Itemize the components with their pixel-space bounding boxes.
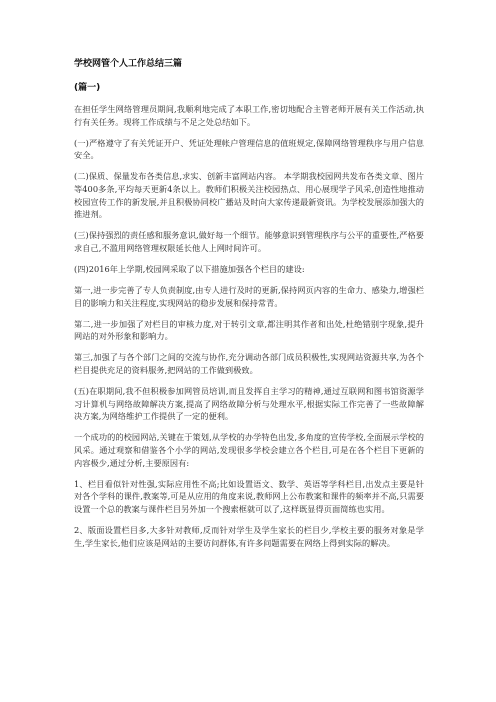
paragraph: 第二,进一步加强了对栏目的审核力度,对于转引文章,都注明其作者和出处,杜绝错别字现象,提升网站的对外形象和影响力。 (74, 318, 424, 342)
paragraph: 第三,加强了与各个部门之间的交流与协作,充分调动各部门成员积极性,实现网站资源共享,为各个栏目提供充足的资料服务,把网站的工作做到极致。 (74, 352, 424, 375)
document-page (74, 58, 424, 558)
paragraph: (一)严格遵守了有关凭证开户、凭证处理帐户管理信息的值班规定,保障网络管理秩序与用户信息安全。 (74, 137, 424, 161)
paragraph: (三)保持强烈的责任感和服务意识,做好每一个细节。能够意识到管理秩序与公平的重要性,严格要求自己,不滥用网络管理权限延长他人上网时间许可。 (74, 230, 424, 253)
paragraph: 在担任学生网络管理员期间,我顺利地完成了本职工作,密切地配合主管老师开展有关工作活动,执行有关任务。现将工作成绩与不足之处总结如下。 (74, 104, 424, 127)
section-heading: (篇一) (74, 83, 101, 93)
paragraph: 2、版面设置栏目多,大多针对教师,反而针对学生及学生家长的栏目少,学校主要的服务对象是学生,学生家长,他们应该是网站的主要访问群体,有许多问题需要在网络上得到实际的解决。 (74, 524, 424, 548)
paragraph: (五)在职期间,我不但积极参加网管员培训,而且发挥自主学习的精神,通过互联网和图书馆资源学习计算机与网络故障解决方案,提高了网络故障分析与处理水平,根据实际工作完善了一些故障解决方案,为网络维护工作提供了一定的便利。 (74, 386, 424, 422)
paragraph: 1、栏目看似针对性强,实际应用性不高;比如设置语文、数学、英语等学科栏目,出发点主要是针对各个学科的课件,教案等,可是从应用的角度来说,教师网上公布教案和课件的频率并不高,只需要设置一个总的教案与课件栏目另外加一个搜索框就可以了,这样既显得页面简练也实用。 (74, 478, 424, 514)
paragraph: 一个成功的的校园网站,关键在于策划,从学校的办学特色出发,多角度的宣传学校,全面展示学校的风采。通过观察和借鉴各个小学的网站,发现很多学校会建立各个栏目,可是在各个栏目下更新的内容极少,通过分析,主要原因有: (74, 432, 424, 468)
paragraph: 第一,进一步完善了专人负责制度,由专人进行及时的更新,保持网页内容的生命力、感染力,增强栏目的影响力和关注程度,实现网站的稳步发展和保持常青。 (74, 285, 424, 308)
paragraph: (二)保质、保量发布各类信息,求实、创新丰富网站内容。 本学期我校园网共发布各类文章、图片等400多条,平均每天更新4条以上。教师们积极关注校园热点、用心展现学子风采,创造性地推动校园宣传工作的新发展,并且积极协同校广播站及时向大家传递最新资讯。为学校发展添加强大的推进剂。 (74, 171, 424, 220)
paragraph: (四)2016年上学期,校园网采取了以下措施加强各个栏目的建设: (74, 263, 305, 274)
document-title: 学校网管个人工作总结三篇 (74, 59, 183, 69)
